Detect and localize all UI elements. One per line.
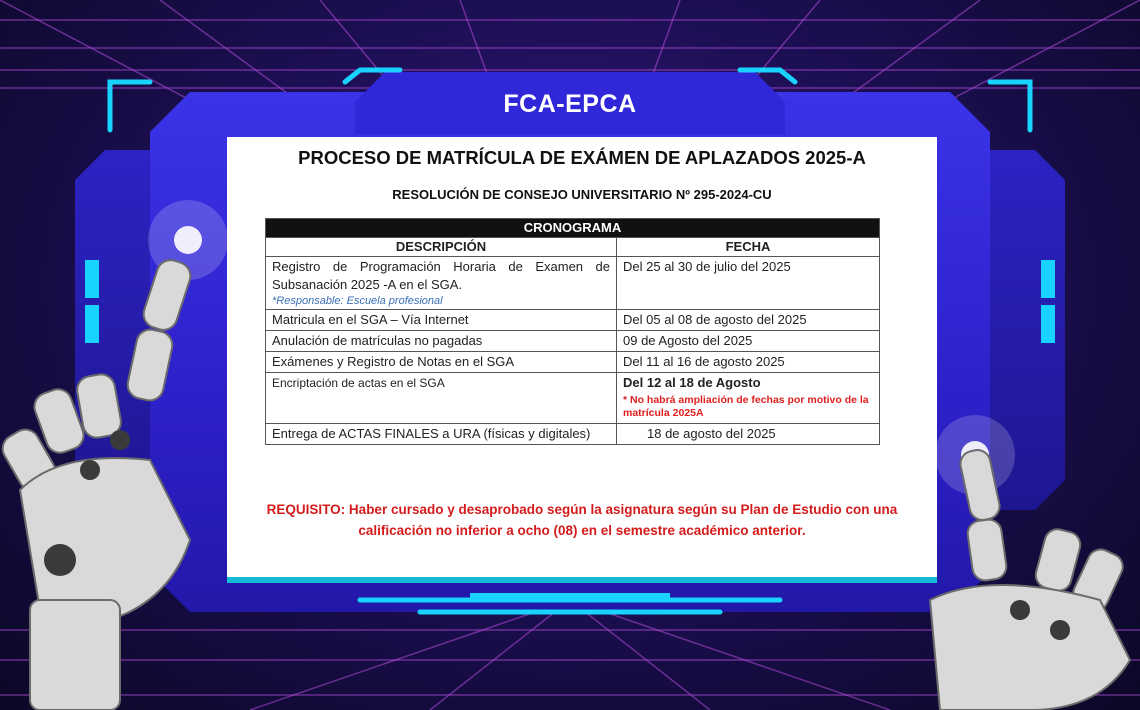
table-row [266,352,880,373]
header-title: FCA-EPCA [503,90,637,118]
row-description: Exámenes y Registro de Notas en el SGA [266,352,617,373]
document-title: PROCESO DE MATRÍCULA DE EXÁMEN DE APLAZADOS 2025-A [298,147,866,168]
row-date: 18 de agosto del 2025 [617,424,880,445]
row-description: Entrega de ACTAS FINALES a URA (físicas y digitales) [266,424,617,445]
responsible-note: *Responsable: Escuela profesional [272,295,443,307]
row-date: Del 11 al 16 de agosto 2025 [617,352,880,373]
document-subtitle: RESOLUCIÓN DE CONSEJO UNIVERSITARIO Nº 295-2024-CU [392,187,772,202]
extension-note: * No habrá ampliación de fechas por motivo de la matrícula 2025A [623,394,869,419]
table-row [266,310,880,331]
table-row [266,373,880,424]
schedule-card [227,137,937,583]
row-date: 09 de Agosto del 2025 [617,331,880,352]
table-row [266,257,880,310]
row-description: Registro de Programación Horaria de Examen de Subsanación 2025 -A en el SGA. [272,259,610,292]
robot-hand-right-image [910,430,1140,710]
row-date: Del 05 al 08 de agosto del 2025 [617,310,880,331]
row-description: Matricula en el SGA – Vía Internet [266,310,617,331]
table-row [266,331,880,352]
schedule-table [265,218,880,445]
row-description: Encriptación de actas en el SGA [266,373,617,424]
row-description: Anulación de matrículas no pagadas [266,331,617,352]
requirement-text: REQUISITO: Haber cursado y desaprobado según la asignatura según su Plan de Estudio con una calificación no inferior a ocho (08) en el semestre académico anterior. [266,502,898,538]
column-header-description: DESCRIPCIÓN [266,238,617,257]
robot-hand-left-image [0,240,240,710]
table-caption: CRONOGRAMA [266,219,880,238]
column-header-date: FECHA [617,238,880,257]
row-date: Del 12 al 18 de Agosto [623,375,761,390]
row-date: Del 25 al 30 de julio del 2025 [617,257,880,310]
table-row [266,424,880,445]
